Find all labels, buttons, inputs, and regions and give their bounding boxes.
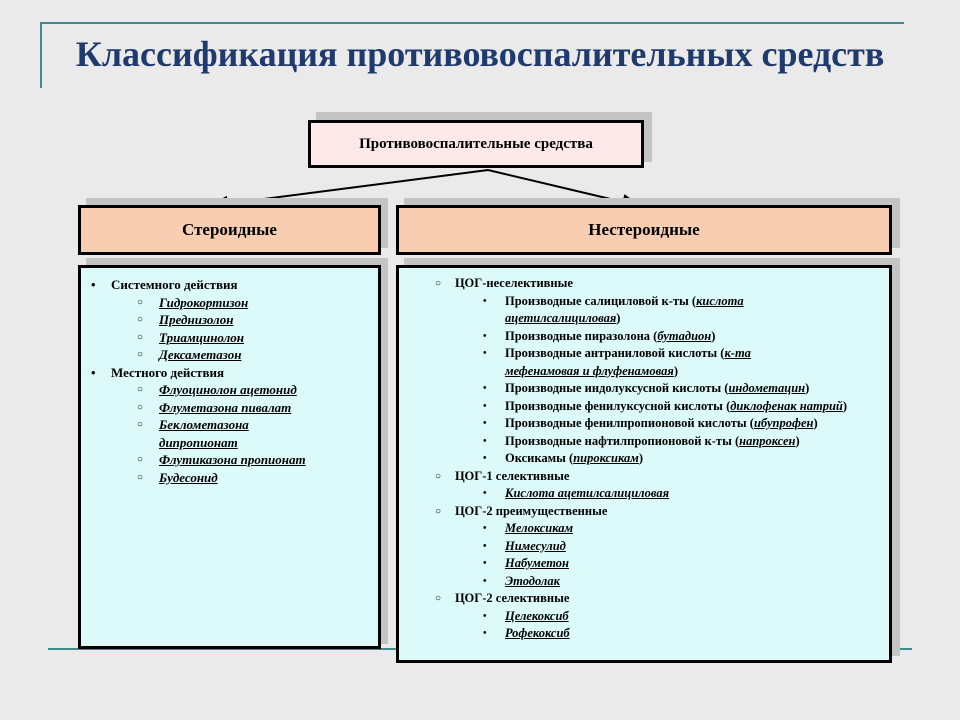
item-text: Оксикамы ( xyxy=(505,451,574,465)
item-text: ) xyxy=(616,311,621,325)
bullet-icon: • xyxy=(483,488,487,499)
circle-bullet-icon: ○ xyxy=(137,314,144,325)
root-box: Противовоспалительные средства xyxy=(308,120,644,168)
list-item xyxy=(399,503,889,521)
list-item xyxy=(81,451,378,469)
list-item xyxy=(399,398,889,416)
item-text: Производные индолуксусной кислоты ( xyxy=(505,381,729,395)
circle-bullet-icon: ○ xyxy=(137,471,144,483)
bullet-icon: • xyxy=(483,330,487,342)
list-item xyxy=(81,364,378,382)
list-item xyxy=(81,329,378,347)
list-item xyxy=(399,573,889,591)
group-label: ЦОГ-неселективные xyxy=(455,276,573,290)
item-text: ) xyxy=(711,328,716,343)
circle-bullet-icon: ○ xyxy=(137,419,144,430)
drug-name: индометацин xyxy=(728,381,806,395)
group-label: Системного действия xyxy=(111,277,238,292)
item-text: ) xyxy=(813,416,818,430)
item-text: Производные фенилуксусной кислоты ( xyxy=(505,398,731,413)
list-item xyxy=(399,275,889,293)
list-item xyxy=(399,433,889,451)
drug-name: Беклометазона дипропионат xyxy=(159,417,249,450)
nonsteroid-list-box xyxy=(396,265,892,663)
item-text: Производные фенилпропионовой кислоты ( xyxy=(505,416,754,430)
bullet-icon: • xyxy=(483,558,487,569)
drug-name: Мелоксикам xyxy=(505,521,574,535)
drug-name: Кислота ацетилсалициловая xyxy=(505,486,670,500)
bullet-icon: • xyxy=(483,435,487,447)
steroid-list-box xyxy=(78,265,381,649)
list-item xyxy=(399,555,889,573)
drug-name: пироксикам xyxy=(573,451,639,465)
item-text: ) xyxy=(795,433,800,448)
list-item xyxy=(81,399,378,417)
list-item xyxy=(81,381,378,399)
bullet-icon: • xyxy=(483,400,487,412)
list-item xyxy=(399,520,889,538)
bullet-icon: • xyxy=(483,610,487,622)
steroid-groups xyxy=(81,276,378,486)
group-label: Местного действия xyxy=(111,364,225,380)
bullet-icon: • xyxy=(483,523,487,534)
drug-name: Флутиказона пропионат xyxy=(159,452,306,467)
circle-bullet-icon: ○ xyxy=(137,349,144,360)
circle-bullet-icon: ○ xyxy=(137,401,144,413)
item-text: ) xyxy=(805,381,810,395)
nonsteroid-groups xyxy=(399,275,889,643)
bullet-icon: • xyxy=(483,628,487,639)
frame-left-line xyxy=(40,22,42,88)
group-label: ЦОГ-2 селективные xyxy=(455,591,570,605)
drug-name: диклофенак натрий xyxy=(730,398,843,413)
list-item xyxy=(399,345,889,380)
drug-name: к-та мефенамовая и флуфенамовая xyxy=(505,346,751,378)
item-text: ) xyxy=(673,363,678,378)
drug-name: Гидрокортизон xyxy=(159,294,249,310)
drug-name: Нимесулид xyxy=(505,538,566,553)
circle-bullet-icon: ○ xyxy=(435,505,442,517)
bullet-icon: • xyxy=(483,453,487,464)
list-item xyxy=(399,293,889,328)
steroid-category-box: Стероидные xyxy=(78,205,381,255)
circle-bullet-icon: ○ xyxy=(137,296,144,308)
drug-name: ибупрофен xyxy=(753,416,814,430)
list-item xyxy=(399,450,889,468)
slide-title: Классификация противовоспалительных средств xyxy=(75,34,885,74)
circle-bullet-icon: ○ xyxy=(435,470,442,482)
nonsteroid-category-box: Нестероидные xyxy=(396,205,892,255)
drug-name: Целекоксиб xyxy=(505,608,569,623)
drug-name: кислота ацетилсалициловая xyxy=(505,293,744,325)
drug-name: Преднизолон xyxy=(159,312,234,327)
list-item xyxy=(399,380,889,398)
circle-bullet-icon: ○ xyxy=(137,331,144,343)
drug-name: напроксен xyxy=(739,433,796,448)
drug-name: Триамцинолон xyxy=(159,329,244,345)
list-item xyxy=(399,625,889,643)
item-text: ) xyxy=(638,451,643,465)
list-item xyxy=(399,590,889,608)
bullet-icon: • xyxy=(483,540,487,552)
bullet-icon: • xyxy=(483,383,487,394)
list-item xyxy=(399,538,889,556)
drug-name: Этодолак xyxy=(505,573,560,588)
drug-name: Рофекоксиб xyxy=(505,626,570,640)
item-text: Производные пиразолона ( xyxy=(505,328,658,343)
item-text: Производные нафтилпропионовой к-ты ( xyxy=(505,433,740,448)
item-text: ) xyxy=(842,398,848,413)
item-text: Производные салициловой к-ты ( xyxy=(505,293,697,308)
list-item xyxy=(81,311,378,329)
bullet-icon: • xyxy=(483,418,487,429)
circle-bullet-icon: ○ xyxy=(435,593,442,604)
circle-bullet-icon: ○ xyxy=(137,384,144,395)
circle-bullet-icon: ○ xyxy=(435,278,442,289)
drug-name: Флуоцинолон ацетонид xyxy=(159,382,297,397)
drug-name: Будесонид xyxy=(159,469,218,485)
drug-name: бутадион xyxy=(657,328,712,343)
bullet-icon: • xyxy=(483,575,487,587)
bullet-icon: • xyxy=(91,364,96,380)
list-item xyxy=(81,276,378,294)
list-item xyxy=(399,468,889,486)
item-text: Производные антраниловой кислоты ( xyxy=(505,346,725,360)
list-item xyxy=(399,415,889,433)
list-item xyxy=(81,469,378,487)
frame-top-line xyxy=(40,22,904,24)
list-item xyxy=(81,346,378,364)
group-label: ЦОГ-2 преимущественные xyxy=(455,503,608,518)
bullet-icon: • xyxy=(91,277,96,292)
list-item xyxy=(399,608,889,626)
drug-name: Дексаметазон xyxy=(159,347,242,362)
drug-name: Набуметон xyxy=(505,556,569,570)
list-item xyxy=(81,294,378,312)
bullet-icon: • xyxy=(483,295,487,307)
group-label: ЦОГ-1 селективные xyxy=(455,468,570,483)
list-item xyxy=(399,485,889,503)
drug-name: Флуметазона пивалат xyxy=(159,399,292,415)
circle-bullet-icon: ○ xyxy=(137,454,144,465)
list-item xyxy=(399,328,889,346)
list-item xyxy=(81,416,378,451)
bullet-icon: • xyxy=(483,348,487,359)
